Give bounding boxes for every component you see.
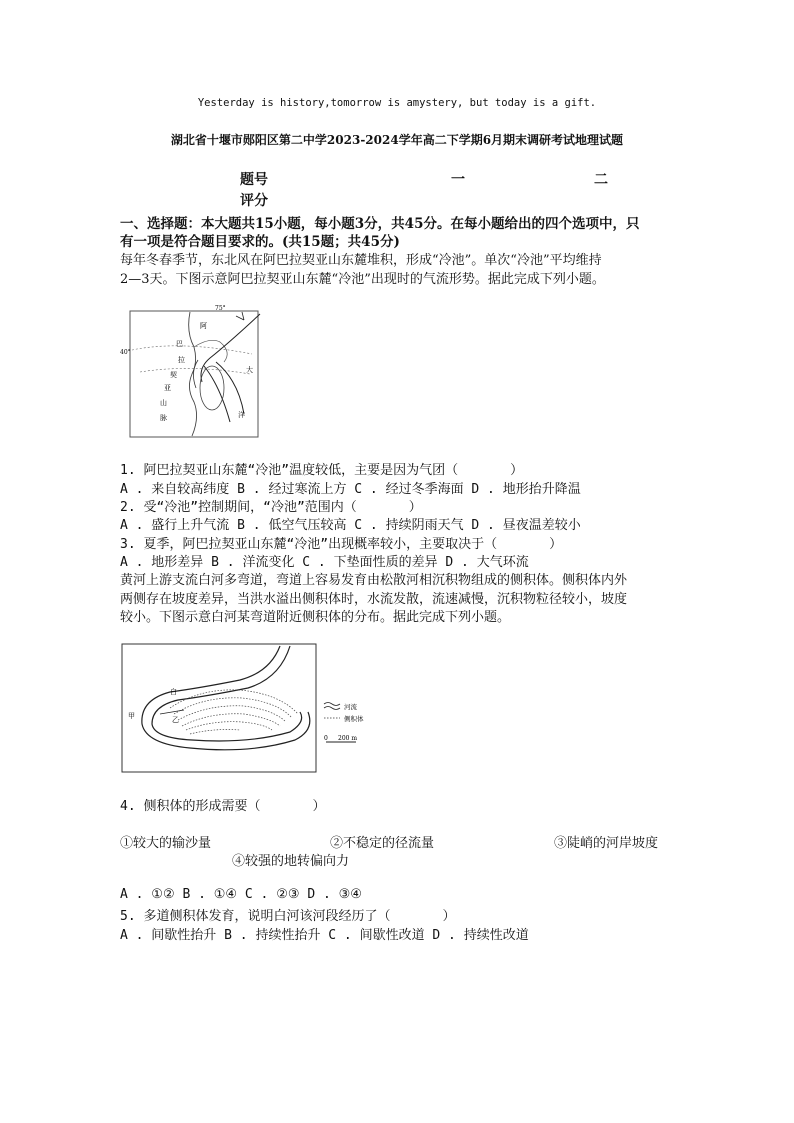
map1-place-char-2: 巴 bbox=[176, 340, 183, 348]
legend-river-symbol bbox=[324, 703, 340, 710]
question-1: 1. 阿巴拉契亚山东麓“冷池”温度较低，主要是因为气团（ ） bbox=[120, 463, 524, 478]
passage2-line2: 两侧存在坡度差异，当洪水溢出侧积体时，水流发散，流速减慢，沉积物粒径较小，坡度 bbox=[120, 592, 628, 607]
passage1-line2: 2—3天。下图示意阿巴拉契亚山东麓“冷池”出现时的气流形势。据此完成下列小题。 bbox=[120, 272, 605, 287]
map1-ocean-char-2: 洋 bbox=[238, 411, 245, 419]
motto-line: Yesterday is history,tomorrow is amystery, but today is a gift. bbox=[197, 97, 597, 109]
question-2: 2. 受“冷池”控制期间，“冷池”范围内（ ） bbox=[120, 500, 422, 515]
question-4-choice-4: ④较强的地转偏向力 bbox=[232, 854, 350, 869]
meander-deposit-map bbox=[120, 642, 370, 774]
question-4-choice-1: ①较大的输沙量 bbox=[120, 836, 212, 851]
map1-place-char-3: 拉 bbox=[178, 356, 185, 364]
score-table-col-2: 二 bbox=[594, 172, 608, 188]
question-3: 3. 夏季，阿巴拉契亚山东麓“冷池”出现概率较小，主要取决于（ ） bbox=[120, 537, 563, 552]
map2-point-c: 白 bbox=[170, 688, 177, 696]
passage2-line1: 黄河上游支流白河多弯道，弯道上容易发育由松散河相沉积物组成的侧积体。侧积体内外 bbox=[120, 573, 628, 588]
map1-place-char-6: 山 bbox=[160, 399, 167, 407]
map1-lat-label: 40° bbox=[120, 349, 131, 356]
question-4: 4. 侧积体的形成需要（ ） bbox=[120, 799, 326, 814]
map2-point-a: 甲 bbox=[128, 712, 135, 720]
score-table-row-label: 评分 bbox=[240, 193, 268, 209]
map1-place-char-4: 契 bbox=[170, 371, 177, 379]
map2-point-b: 乙 bbox=[172, 716, 179, 724]
question-4-options: A . ①② B . ①④ C . ②③ D . ③④ bbox=[120, 887, 362, 902]
section-heading-line1: 一、选择题：本大题共15小题，每小题3分，共45分。在每小题给出的四个选项中，只 bbox=[120, 216, 640, 232]
legend-deposit-label: 侧积体 bbox=[344, 715, 364, 723]
section-heading-line2: 有一项是符合题目要求的。(共15题；共45分) bbox=[120, 234, 400, 250]
map1-place-char-5: 亚 bbox=[164, 384, 171, 392]
cold-pool-map bbox=[120, 302, 270, 440]
passage1-line1: 每年冬春季节，东北风在阿巴拉契亚山东麓堆积，形成“冷池”。单次“冷池”平均维持 bbox=[120, 253, 602, 268]
map1-place-char-7: 脉 bbox=[160, 414, 167, 422]
question-4-choice-3: ③陡峭的河岸坡度 bbox=[554, 836, 659, 851]
legend-river-label: 河流 bbox=[344, 703, 357, 711]
question-5-options: A . 间歇性抬升 B . 持续性抬升 C . 间歇性改道 D . 持续性改道 bbox=[120, 928, 529, 943]
map1-ocean-char-1: 大 bbox=[246, 366, 253, 374]
passage2-line3: 较小。下图示意白河某弯道附近侧积体的分布。据此完成下列小题。 bbox=[120, 610, 511, 625]
question-5: 5. 多道侧积体发育，说明白河该河段经历了（ ） bbox=[120, 909, 456, 924]
question-1-options: A . 来自较高纬度 B . 经过寒流上方 C . 经过冬季海面 D . 地形抬升降温 bbox=[120, 482, 581, 497]
scale-label: 200 m bbox=[338, 735, 358, 742]
question-4-choice-2: ②不稳定的径流量 bbox=[330, 836, 435, 851]
exam-title: 湖北省十堰市郧阳区第二中学2023-2024学年高二下学期6月期末调研考试地理试题 bbox=[170, 133, 624, 147]
question-2-options: A . 盛行上升气流 B . 低空气压较高 C . 持续阴雨天气 D . 昼夜温差较小 bbox=[120, 518, 581, 533]
score-table-col-label: 题号 bbox=[240, 172, 268, 188]
question-3-options: A . 地形差异 B . 洋流变化 C . 下垫面性质的差异 D . 大气环流 bbox=[120, 555, 529, 570]
map1-lon-label: 75° bbox=[215, 305, 226, 312]
map1-place-char-1: 阿 bbox=[200, 322, 207, 330]
score-table-col-1: 一 bbox=[451, 172, 465, 188]
scale-zero: 0 bbox=[324, 735, 328, 742]
